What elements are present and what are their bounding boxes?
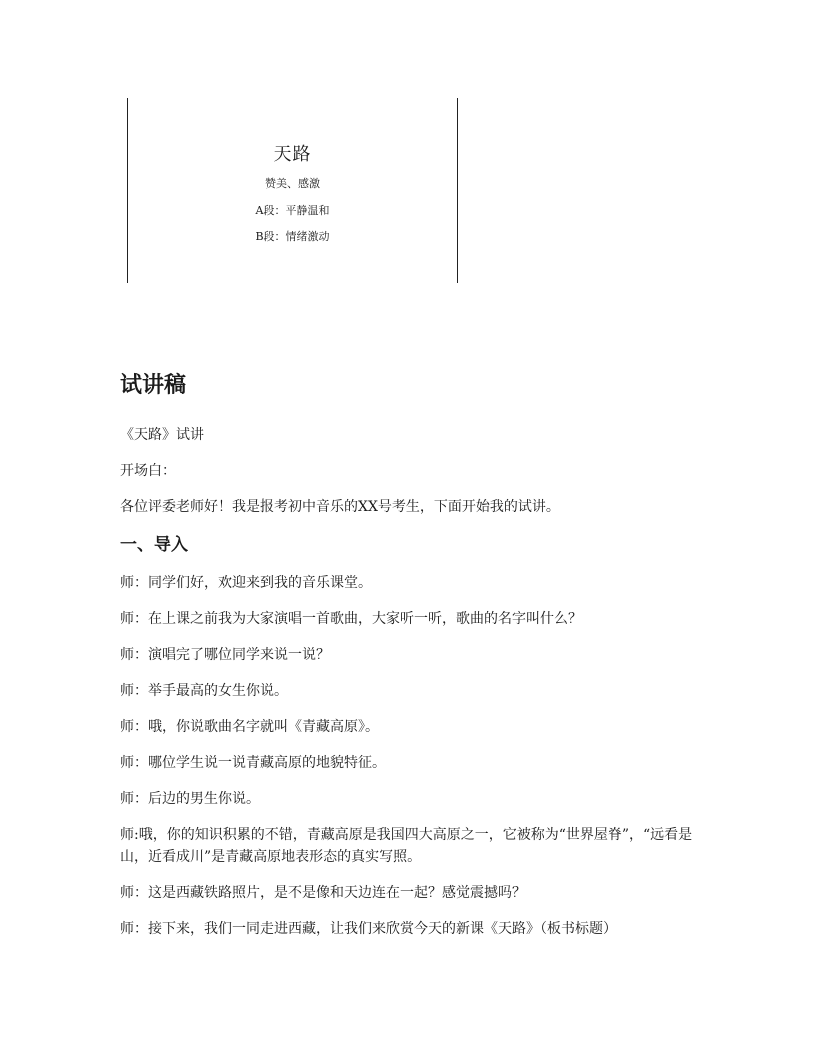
dialogue-line: 师：哪位学生说一说青藏高原的地貌特征。 [120,755,386,771]
opening-text: 各位评委老师好！我是报考初中音乐的XX号考生，下面开始我的试讲。 [120,499,560,515]
dialogue-line: 师：这是西藏铁路照片，是不是像和天边连在一起？感觉震撼吗？ [120,885,526,901]
lesson-subtitle: 《天路》试讲 [120,427,204,443]
opening-label: 开场白： [120,463,176,479]
section-heading-intro: 一、导入 [120,535,188,555]
dialogue-line: 师：后边的男生你说。 [120,791,260,807]
board-emotion-line: 赞美、感激 [265,177,320,190]
board-section-a-line: A段：平静温和 [255,204,330,217]
dialogue-line: 师：哦，你说歌曲名字就叫《青藏高原》。 [120,719,379,735]
dialogue-line: 师:哦，你的知识积累的不错，青藏高原是我国四大高原之一，它被称为“世界屋脊”，“远看是山，近看成川”是青藏高原地表形态的真实写照。 [120,827,693,865]
dialogue-line: 师：在上课之前我为大家演唱一首歌曲，大家听一听，歌曲的名字叫什么？ [120,611,582,627]
board-title: 天路 [273,144,312,165]
dialogue-line: 师：举手最高的女生你说。 [120,683,288,699]
document-heading: 试讲稿 [120,373,187,398]
dialogue-line: 师：演唱完了哪位同学来说一说？ [120,647,330,663]
dialogue-line: 师：接下来，我们一同走进西藏，让我们来欣赏今天的新课《天路》（板书标题） [120,921,617,937]
blackboard-outline [127,98,458,283]
board-section-b-line: B段：情绪激动 [255,230,330,243]
document-body [120,370,700,954]
dialogue-line: 师：同学们好，欢迎来到我的音乐课堂。 [120,575,372,591]
